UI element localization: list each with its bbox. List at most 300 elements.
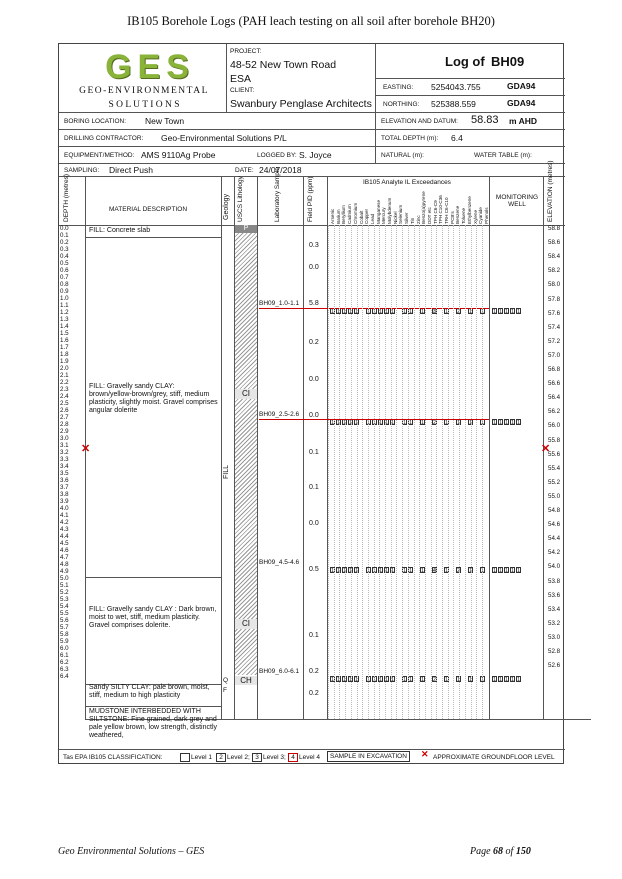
pid-value: 0.2 xyxy=(309,668,319,675)
exceedance-box: 1 xyxy=(337,568,340,574)
legend-box-2: 2 xyxy=(216,753,226,762)
depth-tick: 0.9 xyxy=(60,288,69,295)
sample-3: BH09_4.5-4.6 xyxy=(259,559,300,566)
depth-tick: 6.1 xyxy=(60,652,69,659)
analyte-name: Xylene xyxy=(472,209,478,224)
elevation-tick: 58.4 xyxy=(548,253,561,261)
depth-tick: 4.3 xyxy=(60,526,69,533)
pid-value: 0.1 xyxy=(309,632,319,639)
elevation-tick: 57.6 xyxy=(548,309,561,317)
exceedance-box: 1 xyxy=(379,420,382,426)
analyte-gridline xyxy=(351,225,352,719)
client-name: Swanbury Penglase Architects xyxy=(230,98,372,110)
elevation-tick: 54.6 xyxy=(548,521,561,529)
depth-tick: 4.1 xyxy=(60,512,69,519)
uscs-ch: CH xyxy=(235,676,257,685)
exceedance-box: 1 xyxy=(445,568,448,574)
elevation-unit: m AHD xyxy=(509,116,538,126)
exceedance-box: 1 xyxy=(421,309,424,315)
depth-tick: 3.8 xyxy=(60,491,69,498)
depth-tick: 0.7 xyxy=(60,274,69,281)
elevation-tick: 58.8 xyxy=(548,225,561,232)
analyte-name: Copper xyxy=(364,208,370,224)
analyte-gridline xyxy=(357,225,358,719)
analyte-name: TPH C10-C36 xyxy=(438,195,444,224)
northing-label: NORTHING: xyxy=(383,101,420,108)
analyte-gridline xyxy=(402,225,403,719)
analyte-name: Mercury xyxy=(381,207,387,224)
uscs-ci-2: CI xyxy=(235,619,257,629)
exceedance-box: 1 xyxy=(517,420,520,426)
elevation-tick: 57.0 xyxy=(548,351,561,359)
analyte-gridline xyxy=(339,225,340,719)
exceedance-box: 1 xyxy=(331,677,334,683)
exceedance-box: 1 xyxy=(373,568,376,574)
elevation-tick: 55.4 xyxy=(548,464,561,472)
elevation-tick: 54.4 xyxy=(548,535,561,543)
analyte-name: Cyanide xyxy=(478,207,484,224)
exceedance-box: 1 xyxy=(337,309,340,315)
exceedance-box: 1 xyxy=(349,309,352,315)
elevation-tick: 54.2 xyxy=(548,549,561,557)
depth-tick: 1.3 xyxy=(60,316,69,323)
depth-tick: 3.2 xyxy=(60,449,69,456)
analyte-gridline xyxy=(391,225,392,719)
log-of-label: Log of xyxy=(445,54,485,69)
depth-tick: 4.8 xyxy=(60,561,69,568)
analyte-name: Lead xyxy=(369,213,375,224)
analyte-name: Manganese xyxy=(375,199,381,224)
exceedance-row xyxy=(330,668,528,683)
depth-tick: 4.6 xyxy=(60,547,69,554)
exceedance-box: 1 xyxy=(421,677,424,683)
total-depth: 6.4 xyxy=(451,133,463,143)
groundfloor-marker-right: ✕ xyxy=(541,443,551,455)
legend-box-1 xyxy=(180,753,190,762)
col-elevation: ELEVATION (metres) xyxy=(547,160,554,222)
depth-tick: 2.5 xyxy=(60,400,69,407)
exceedance-box: 1 xyxy=(355,568,358,574)
equipment: AMS 9110Ag Probe xyxy=(141,150,216,160)
col-pid: Field PID (ppm) xyxy=(307,176,314,222)
elevation-tick: 55.6 xyxy=(548,450,561,458)
analyte-gridline xyxy=(453,225,454,719)
analyte-name: Barium xyxy=(335,209,341,224)
elevation-tick: 52.8 xyxy=(548,648,561,655)
elevation-tick: 54.0 xyxy=(548,563,561,571)
analyte-gridline xyxy=(419,225,420,719)
boring-location: New Town xyxy=(145,116,185,126)
analyte-gridline xyxy=(379,225,380,719)
exceedance-box: 1 xyxy=(409,420,412,426)
project-line2: ESA xyxy=(230,73,252,85)
depth-tick: 1.0 xyxy=(60,295,69,302)
exceedance-box: 1 xyxy=(385,420,388,426)
depth-tick: 6.4 xyxy=(60,673,69,680)
geo-f: F xyxy=(223,687,227,694)
borehole-id: BH09 xyxy=(491,54,525,69)
exceedance-box: 1 xyxy=(409,309,412,315)
col-analyte-title: IB105 Analyte IL Exceedances xyxy=(363,179,451,186)
exceedance-box: 1 xyxy=(511,677,514,683)
borehole-log-sheet xyxy=(58,43,564,764)
analyte-gridline xyxy=(465,225,466,719)
exceedance-box: 1 xyxy=(367,309,370,315)
analyte-name: TPH C6-C9 xyxy=(432,200,438,224)
analyte-gridline xyxy=(414,225,415,719)
depth-tick: 0.3 xyxy=(60,246,69,253)
elevation-tick: 57.4 xyxy=(548,323,561,331)
driller: Geo-Environmental Solutions P/L xyxy=(161,133,287,143)
exceedance-box: 1 xyxy=(493,568,496,574)
logo-line2: S O L U T I O N S xyxy=(108,100,180,110)
exceedance-box: 1 xyxy=(481,677,484,683)
col-lab: Laboratory Sample xyxy=(274,167,281,222)
exceedance-box: 1 xyxy=(349,677,352,683)
depth-tick: 2.0 xyxy=(60,365,69,372)
client-label: CLIENT: xyxy=(230,87,255,94)
analyte-name: Selenium xyxy=(398,204,404,224)
col-material: MATERIAL DESCRIPTION xyxy=(109,206,188,213)
analyte-gridline xyxy=(459,225,460,719)
analyte-name: Beryllium xyxy=(341,205,347,224)
analyte-gridline xyxy=(408,225,409,719)
exceedance-box: 1 xyxy=(343,677,346,683)
legend-level2: Level 2; xyxy=(227,754,250,761)
analyte-gridline xyxy=(431,225,432,719)
depth-tick: 5.8 xyxy=(60,631,69,638)
exceedance-box: 1 xyxy=(343,309,346,315)
geo-q: Q xyxy=(223,677,229,684)
depth-tick: 1.5 xyxy=(60,330,69,337)
depth-tick: 1.9 xyxy=(60,358,69,365)
groundfloor-marker-left: ✕ xyxy=(81,443,91,455)
natural-label: NATURAL (m): xyxy=(381,152,424,159)
logged-by: S. Joyce xyxy=(299,150,332,160)
legend-level1: Level 1 xyxy=(191,754,212,761)
exceedance-box: 1 xyxy=(337,677,340,683)
exceedance-box: 1 xyxy=(373,309,376,315)
depth-tick: 3.1 xyxy=(60,442,69,449)
depth-tick: 2.3 xyxy=(60,386,69,393)
depth-tick: 5.3 xyxy=(60,596,69,603)
desc-fill-1: FILL: Gravelly sandy CLAY: brown/yellow-brown/grey, stiff, medium plasticity, slightly moist. Gravel comprises angular dolerite xyxy=(89,383,218,414)
analyte-name: Zinc xyxy=(415,215,421,224)
depth-tick: 0.5 xyxy=(60,260,69,267)
sample-4: BH09_6.0-6.1 xyxy=(259,668,300,675)
exceedance-box: 1 xyxy=(385,677,388,683)
depth-tick: 5.2 xyxy=(60,589,69,596)
analyte-name: DDT etc xyxy=(426,207,432,224)
logged-label: LOGGED BY: xyxy=(257,152,297,159)
elevation-tick: 55.2 xyxy=(548,478,561,486)
analyte-gridline xyxy=(482,225,483,719)
footer-left: Geo Environmental Solutions – GES xyxy=(58,846,205,857)
date: 24/07/2018 xyxy=(259,165,302,175)
exceedance-box: 1 xyxy=(517,568,520,574)
depth-tick: 4.9 xyxy=(60,568,69,575)
exceedance-box: 1 xyxy=(499,568,502,574)
geology-fill: FILL xyxy=(223,464,230,479)
pid-value: 0.0 xyxy=(309,264,319,271)
exceedance-box: 1 xyxy=(373,420,376,426)
exceedance-box: 1 xyxy=(481,568,484,574)
analyte-gridline xyxy=(362,225,363,719)
legend-level4: Level 4 xyxy=(299,754,320,761)
elevation-tick: 53.0 xyxy=(548,633,561,641)
depth-tick: 2.4 xyxy=(60,393,69,400)
exceedance-box: 1 xyxy=(517,309,520,315)
analyte-gridline xyxy=(442,225,443,719)
elevation-tick: 57.2 xyxy=(548,337,561,345)
uscs-p: P xyxy=(235,225,257,233)
depth-tick: 2.7 xyxy=(60,414,69,421)
analyte-name: Benzene xyxy=(455,205,461,224)
analyte-gridline xyxy=(334,225,335,719)
depth-tick: 1.6 xyxy=(60,337,69,344)
pid-value: 0.0 xyxy=(309,520,319,527)
depth-tick: 4.4 xyxy=(60,533,69,540)
exceedance-box: 1 xyxy=(349,568,352,574)
exceedance-box: 1 xyxy=(499,309,502,315)
sample-1: BH09_1.0-1.1 xyxy=(259,300,300,307)
sampling-label: SAMPLING: xyxy=(64,167,100,174)
pid-value: 5.8 xyxy=(309,300,319,307)
exceedance-box: 1 xyxy=(403,309,406,315)
depth-tick: 1.1 xyxy=(60,302,69,309)
project-line1: 48-52 New Town Road xyxy=(230,59,337,71)
col-geology: Geology xyxy=(223,193,230,220)
analyte-name: Silver xyxy=(404,212,410,224)
analyte-name: Ethylbenzene xyxy=(466,196,472,224)
depth-tick: 2.2 xyxy=(60,379,69,386)
exceedance-box: 1 xyxy=(379,568,382,574)
elevation-tick: 55.8 xyxy=(548,436,561,444)
exceedance-box: 2 xyxy=(433,420,436,426)
depth-tick: 4.2 xyxy=(60,519,69,526)
water-table-label: WATER TABLE (m): xyxy=(474,152,532,159)
exceedance-box: 1 xyxy=(391,568,394,574)
depth-tick: 6.0 xyxy=(60,645,69,652)
analyte-name: PCB's xyxy=(449,211,455,224)
analyte-name: Tin xyxy=(409,217,415,224)
datum-northing: GDA94 xyxy=(507,98,536,108)
exceedance-box: 1 xyxy=(421,568,424,574)
exceedance-box: 2 xyxy=(457,568,460,574)
depth-tick: 1.8 xyxy=(60,351,69,358)
exceedance-box: 1 xyxy=(403,568,406,574)
exceedance-box: 1 xyxy=(457,677,460,683)
depth-tick: 5.5 xyxy=(60,610,69,617)
exceedance-box: 1 xyxy=(445,677,448,683)
analyte-name: Benzo(a)pyrene xyxy=(421,191,427,224)
depth-tick: 5.6 xyxy=(60,617,69,624)
analyte-gridline xyxy=(396,225,397,719)
legend-sample: SAMPLE IN EXCAVATION xyxy=(327,751,410,762)
elevation-value: 58.83 xyxy=(471,114,499,126)
exceedance-box: 1 xyxy=(505,420,508,426)
elevation-tick: 53.2 xyxy=(548,619,561,627)
elevation-tick: 58.6 xyxy=(548,239,561,247)
exceedance-box: 1 xyxy=(403,677,406,683)
depth-tick: 3.6 xyxy=(60,477,69,484)
exceedance-box: 1 xyxy=(355,420,358,426)
depth-tick: 6.2 xyxy=(60,659,69,666)
pid-value: 0.1 xyxy=(309,484,319,491)
exceedance-box: 1 xyxy=(391,677,394,683)
exceedance-box: 1 xyxy=(337,420,340,426)
analyte-name: Chromium xyxy=(352,202,358,224)
sample-2: BH09_2.5-2.6 xyxy=(259,411,300,418)
exceedance-box: 1 xyxy=(391,420,394,426)
driller-label: DRILLING CONTRACTOR: xyxy=(64,135,144,142)
exceedance-box: 1 xyxy=(385,568,388,574)
analyte-name: Molybdenum xyxy=(387,197,392,224)
analyte-gridline xyxy=(436,225,437,719)
exceedance-box: 1 xyxy=(331,568,334,574)
pid-value: 0.1 xyxy=(309,449,319,456)
exceedance-box: 1 xyxy=(511,420,514,426)
easting-label: EASTING: xyxy=(383,84,414,91)
exceedance-box: 1 xyxy=(505,568,508,574)
exceedance-box: 1 xyxy=(379,677,382,683)
elevation-tick: 52.6 xyxy=(548,662,561,670)
exceedance-box: 1 xyxy=(493,677,496,683)
exceedance-box: 1 xyxy=(367,568,370,574)
depth-tick: 3.4 xyxy=(60,463,69,470)
analyte-gridline xyxy=(328,225,329,719)
elevation-tick: 53.8 xyxy=(548,577,561,585)
depth-tick: 2.9 xyxy=(60,428,69,435)
footer-page: Page 68 of 150 xyxy=(470,846,531,857)
analyte-gridline xyxy=(368,225,369,719)
exceedance-box: 1 xyxy=(481,309,484,315)
exceedance-box: 1 xyxy=(469,309,472,315)
analyte-name: Nickel xyxy=(392,211,398,224)
analyte-gridline xyxy=(385,225,386,719)
elevation-tick: 56.0 xyxy=(548,422,561,430)
analyte-gridline xyxy=(374,225,375,719)
exceedance-box: 4 xyxy=(433,568,436,574)
logo-line1: GEO-ENVIRONMENTAL xyxy=(79,86,209,96)
pid-value: 0.0 xyxy=(309,412,319,419)
easting-value: 5254043.755 xyxy=(431,82,481,92)
depth-tick: 5.7 xyxy=(60,624,69,631)
elevation-tick: 58.2 xyxy=(548,267,561,275)
date-label: DATE: xyxy=(235,167,254,174)
depth-tick: 0.0 xyxy=(60,225,69,232)
depth-tick: 3.0 xyxy=(60,435,69,442)
legend-cross-icon: ✕ xyxy=(421,749,429,759)
elevation-tick: 56.4 xyxy=(548,394,561,402)
page-title: IB105 Borehole Logs (PAH leach testing on all soil after borehole BH20) xyxy=(127,14,495,28)
analyte-gridline xyxy=(471,225,472,719)
depth-tick: 0.1 xyxy=(60,232,69,239)
exceedance-box: 1 xyxy=(355,309,358,315)
elevation-tick: 54.8 xyxy=(548,507,561,514)
depth-tick: 2.6 xyxy=(60,407,69,414)
legend-level3: Level 3; xyxy=(263,754,286,761)
exceedance-box: 1 xyxy=(391,309,394,315)
exceedance-box: 1 xyxy=(469,677,472,683)
depth-tick: 0.6 xyxy=(60,267,69,274)
exceedance-box: 1 xyxy=(445,420,448,426)
elevation-tick: 53.4 xyxy=(548,605,561,613)
ges-logo: GES xyxy=(105,48,195,86)
boring-label: BORING LOCATION: xyxy=(64,118,126,125)
exceedance-box: 1 xyxy=(409,677,412,683)
desc-silty-clay: Sandy SILTY CLAY: pale brown, moist, stiff, medium to high plasticity xyxy=(89,684,210,699)
analyte-gridline xyxy=(476,225,477,719)
elevation-tick: 56.2 xyxy=(548,408,561,416)
col-uscs: USCS Lithology xyxy=(237,176,244,222)
northing-value: 525388.559 xyxy=(431,99,476,109)
depth-tick: 3.3 xyxy=(60,456,69,463)
exceedance-box: 1 xyxy=(331,309,334,315)
exceedance-box: 1 xyxy=(469,420,472,426)
exceedance-box: 1 xyxy=(493,309,496,315)
desc-concrete: FILL: Concrete slab xyxy=(89,227,151,234)
exceedance-box: 1 xyxy=(373,677,376,683)
exceedance-box: 1 xyxy=(469,568,472,574)
exceedance-box: 1 xyxy=(409,568,412,574)
col-depth: DEPTH (metres) xyxy=(63,173,70,222)
col-well: MONITORING WELL xyxy=(495,194,539,208)
depth-tick: 5.4 xyxy=(60,603,69,610)
uscs-hatch xyxy=(235,229,257,675)
exceedance-row xyxy=(330,559,528,574)
uscs-ci-1: CI xyxy=(235,389,257,399)
legend-groundfloor: APPROXIMATE GROUNDFLOOR LEVEL xyxy=(433,754,555,761)
pid-value: 0.2 xyxy=(309,339,319,346)
exceedance-box: 1 xyxy=(379,309,382,315)
total-depth-label: TOTAL DEPTH (m): xyxy=(381,135,439,142)
exceedance-box: 1 xyxy=(367,420,370,426)
exceedance-box: 1 xyxy=(343,568,346,574)
exceedance-box: 3 xyxy=(433,309,436,315)
depth-tick: 2.1 xyxy=(60,372,69,379)
exceedance-row xyxy=(330,300,528,315)
depth-tick: 4.0 xyxy=(60,505,69,512)
elevation-tick: 53.6 xyxy=(548,591,561,599)
exceedance-box: 1 xyxy=(511,568,514,574)
analyte-gridline xyxy=(345,225,346,719)
analyte-name: Cadmium xyxy=(347,204,353,224)
depth-tick: 1.2 xyxy=(60,309,69,316)
analyte-name: Toluene xyxy=(461,207,467,224)
depth-tick: 3.7 xyxy=(60,484,69,491)
exceedance-box: 1 xyxy=(331,420,334,426)
pid-value: 0.0 xyxy=(309,376,319,383)
exceedance-box: 1 xyxy=(511,309,514,315)
elevation-tick: 57.8 xyxy=(548,295,561,303)
elevation-tick: 55.0 xyxy=(548,492,561,500)
equipment-label: EQUIPMENT/METHOD: xyxy=(64,152,135,159)
desc-mudstone: MUDSTONE INTERBEDDED WITH SILTSTONE: Fine grained, dark grey and pale yellow brown, low strength, distinctly weathered, xyxy=(89,708,218,739)
exceedance-box: 1 xyxy=(445,309,448,315)
depth-tick: 0.4 xyxy=(60,253,69,260)
exceedance-box: 1 xyxy=(349,420,352,426)
exceedance-box: 1 xyxy=(493,420,496,426)
analyte-gridline xyxy=(425,225,426,719)
analyte-name: Phenols xyxy=(483,207,489,224)
depth-tick: 4.5 xyxy=(60,540,69,547)
depth-tick: 5.1 xyxy=(60,582,69,589)
exceedance-box: 1 xyxy=(343,420,346,426)
exceedance-box: 1 xyxy=(499,420,502,426)
exceedance-box: 1 xyxy=(403,420,406,426)
pid-value: 0.5 xyxy=(309,566,319,573)
